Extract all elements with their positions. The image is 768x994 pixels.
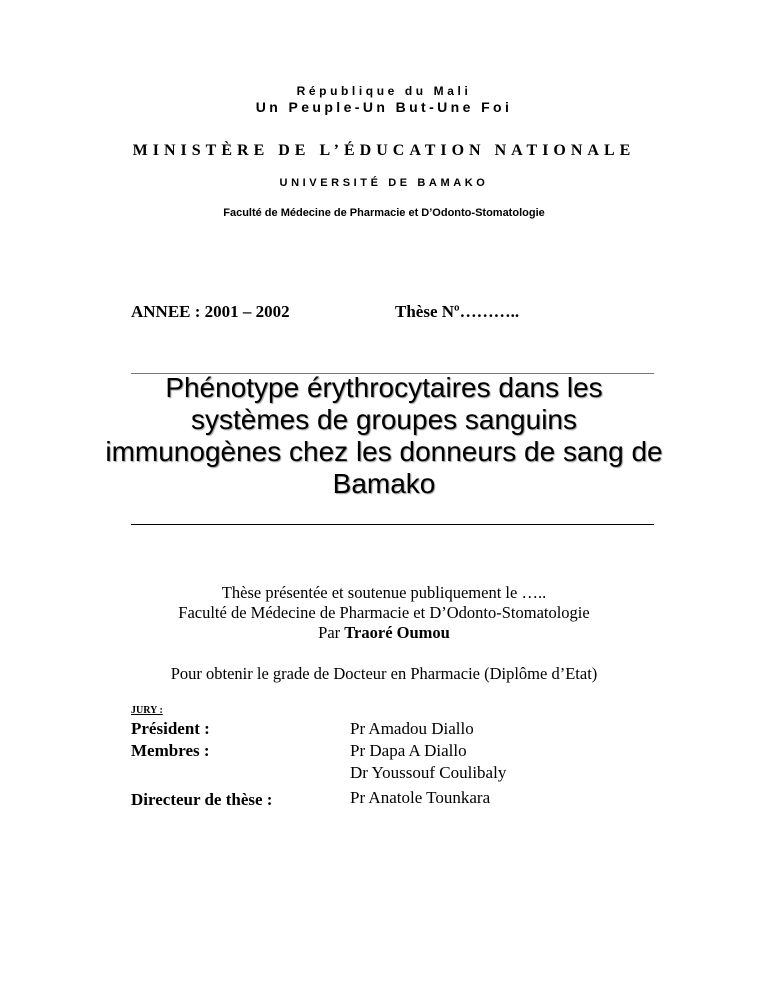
- membre-1-name: Pr Dapa A Diallo: [350, 741, 467, 760]
- membre-2-name: Dr Youssouf Coulibaly: [350, 763, 507, 782]
- president-name: Pr Amadou Diallo: [350, 719, 474, 738]
- membres-label: Membres :: [131, 741, 210, 760]
- par-label: Par: [318, 623, 341, 642]
- annee-text: ANNEE : 2001 – 2002: [131, 302, 290, 321]
- author-name: Traoré Oumou: [344, 623, 450, 642]
- grade-text: Pour obtenir le grade de Docteur en Pharmacie (Diplôme d’Etat): [170, 664, 598, 683]
- title-line-1: Phénotype érythrocytaires dans les: [165, 372, 603, 403]
- universite-heading: UNIVERSITÉ DE BAMAKO: [279, 177, 489, 189]
- title-line-3: immunogènes chez les donneurs de sang de: [105, 436, 663, 467]
- title-line-2: systèmes de groupes sanguins: [191, 404, 577, 435]
- republique-text: République du Mali: [296, 84, 472, 98]
- directeur-name: Pr Anatole Tounkara: [350, 788, 491, 807]
- bottom-divider: [131, 524, 654, 525]
- directeur-label: Directeur de thèse :: [131, 790, 273, 809]
- motto-text: Un Peuple-Un But-Une Foi: [255, 99, 513, 115]
- ministere-heading: MINISTÈRE DE L’ÉDUCATION NATIONALE: [132, 142, 636, 159]
- faculte-text: Faculté de Médecine de Pharmacie et D’Odonto-Stomatologie: [223, 207, 545, 219]
- presentation-line-2: Faculté de Médecine de Pharmacie et D’Odonto-Stomatologie: [178, 603, 590, 622]
- these-number: Thèse Nº………..: [395, 302, 520, 321]
- president-label: Président :: [131, 719, 210, 738]
- presentation-line-1: Thèse présentée et soutenue publiquement le …..: [221, 583, 547, 602]
- author-line: [0, 623, 768, 643]
- presentation-block: [0, 583, 768, 643]
- thesis-title: [0, 372, 768, 500]
- jury-heading: JURY :: [131, 705, 163, 716]
- title-line-4: Bamako: [332, 468, 436, 499]
